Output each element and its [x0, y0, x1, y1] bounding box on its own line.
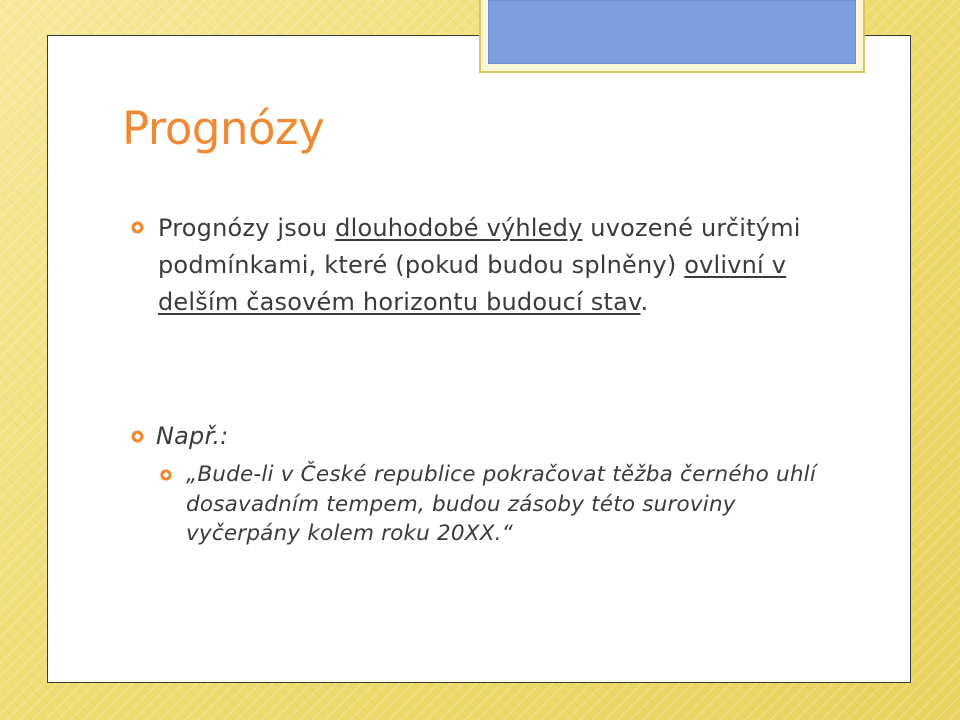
underlined-phrase-long-term-outlook: dlouhodobé výhledy	[335, 214, 583, 242]
bullet-text-intro: Prognózy jsou	[158, 214, 336, 242]
main-bullet-text	[158, 210, 838, 321]
underlined-phrase-future-state: ovlivní v delším časovém horizontu budoucí stav	[158, 251, 787, 316]
bullet-text-end: .	[640, 288, 649, 316]
example-label: Např.:	[156, 422, 229, 450]
example-quote: „Bude-li v České republice pokračovat těžba černého uhlí dosavadním tempem, budou zásoby této suroviny vyčerpány kolem roku 20XX.“	[186, 462, 817, 546]
slide-title: Prognózy	[122, 102, 325, 155]
decorative-blue-block	[488, 0, 856, 64]
circle-diamond-icon	[131, 430, 144, 443]
bullet-text-middle: uvozené určitými podmínkami, které (pokud budou splněny)	[158, 214, 801, 279]
circle-diamond-icon	[160, 469, 172, 481]
circle-diamond-icon	[131, 221, 144, 234]
